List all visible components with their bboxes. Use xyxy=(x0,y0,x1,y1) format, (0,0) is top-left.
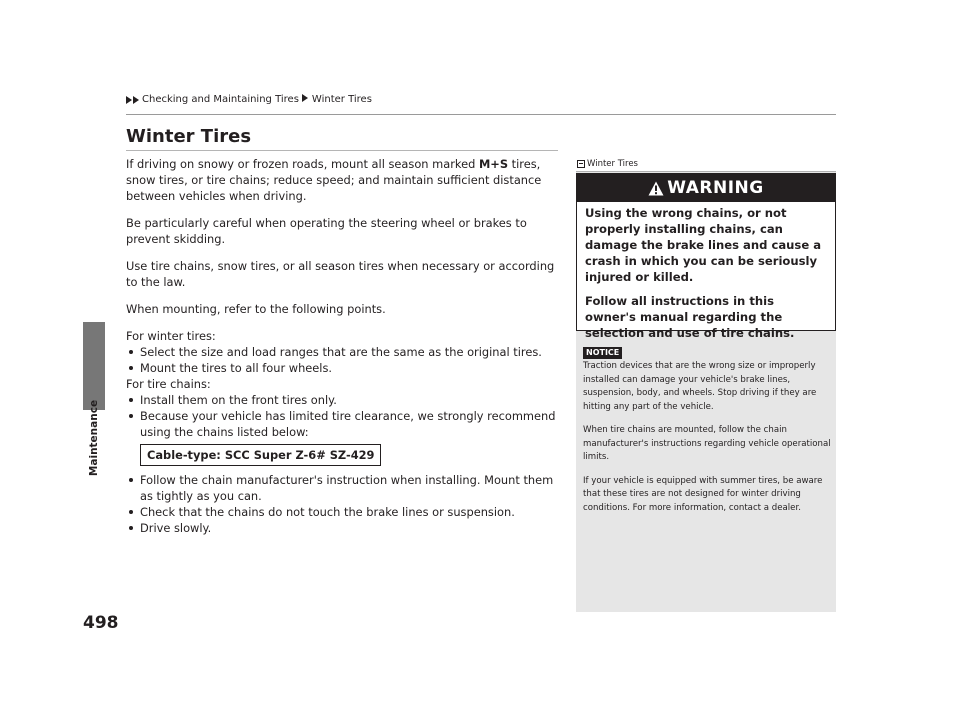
title-rule xyxy=(126,150,558,151)
intro-paragraph xyxy=(126,156,562,204)
breadcrumb-arrow-icon xyxy=(302,94,308,102)
list-item: Drive slowly. xyxy=(126,520,562,536)
breadcrumb xyxy=(126,94,372,105)
list-item: Select the size and load ranges that are the same as the original tires. xyxy=(126,344,562,360)
reference-icon xyxy=(577,160,585,168)
section-side-tab xyxy=(83,322,105,410)
list-item: Mount the tires to all four wheels. xyxy=(126,360,562,376)
tire-chains-heading: For tire chains: xyxy=(126,377,211,391)
list-item: Check that the chains do not touch the brake lines or suspension. xyxy=(126,504,562,520)
breadcrumb-arrow-icon xyxy=(126,96,132,104)
breadcrumb-arrow-icon xyxy=(133,96,139,104)
ms-mark: M+S xyxy=(478,157,509,171)
page-number: 498 xyxy=(83,613,119,633)
notice-paragraph-1: Traction devices that are the wrong size or improperly installed can damage your vehicle's brake lines, suspension, body, and wheels. Stop driving if they are hitting any part of the vehicle. xyxy=(583,361,817,412)
header-rule xyxy=(126,114,836,115)
careful-paragraph: Be particularly careful when operating the steering wheel or brakes to prevent skidding. xyxy=(126,216,527,246)
notice-badge: NOTICE xyxy=(583,347,622,359)
list-item: Install them on the front tires only. xyxy=(126,392,562,408)
intro-text-before: If driving on snowy or frozen roads, mount all season marked xyxy=(126,157,479,171)
main-content xyxy=(126,156,562,536)
warning-triangle-icon xyxy=(648,181,664,196)
section-title: Winter Tires xyxy=(126,126,252,147)
sidebar-title: Winter Tires xyxy=(587,158,638,169)
tire-chains-list xyxy=(126,392,562,440)
sidebar-header xyxy=(576,156,836,172)
mounting-paragraph: When mounting, refer to the following points. xyxy=(126,302,386,316)
warning-heading: WARNING xyxy=(667,178,764,198)
list-item: Because your vehicle has limited tire clearance, we strongly recommend using the chains listed below: xyxy=(126,408,562,440)
recommended-chain-box: Cable-type: SCC Super Z-6# SZ-429 xyxy=(140,444,381,466)
warning-header xyxy=(577,174,835,202)
intro-text-after: tires, snow tires, or tire chains; reduce speed; and maintain sufficient distance between vehicles when driving. xyxy=(126,157,542,203)
tire-chains-list-continued xyxy=(126,472,562,536)
use-chains-paragraph: Use tire chains, snow tires, or all season tires when necessary or according to the law. xyxy=(126,259,555,289)
notice-paragraph-3: If your vehicle is equipped with summer tires, be aware that these tires are not designed for winter driving conditions. For more information, contact a dealer. xyxy=(583,475,823,513)
notice-paragraph-2: When tire chains are mounted, follow the chain manufacturer's instructions regarding vehicle operational limits. xyxy=(583,425,831,462)
warning-paragraph-2: Follow all instructions in this owner's manual regarding the selection and use of tire chains. xyxy=(585,294,795,340)
warning-box xyxy=(576,173,836,340)
notice-text xyxy=(583,360,831,525)
list-item: Follow the chain manufacturer's instruction when installing. Mount them as tightly as you can. xyxy=(126,472,562,504)
section-side-label: Maintenance xyxy=(88,399,100,477)
winter-tires-list xyxy=(126,344,562,376)
warning-paragraph-1: Using the wrong chains, or not properly installing chains, can damage the brake lines and cause a crash in which you can be seriously injured or killed. xyxy=(585,206,822,284)
warning-text xyxy=(577,205,835,341)
breadcrumb-item-checking-tires[interactable]: Checking and Maintaining Tires xyxy=(142,94,299,105)
breadcrumb-item-winter-tires[interactable]: Winter Tires xyxy=(311,94,372,105)
breadcrumb-separator xyxy=(302,94,309,105)
winter-tires-heading: For winter tires: xyxy=(126,329,216,343)
